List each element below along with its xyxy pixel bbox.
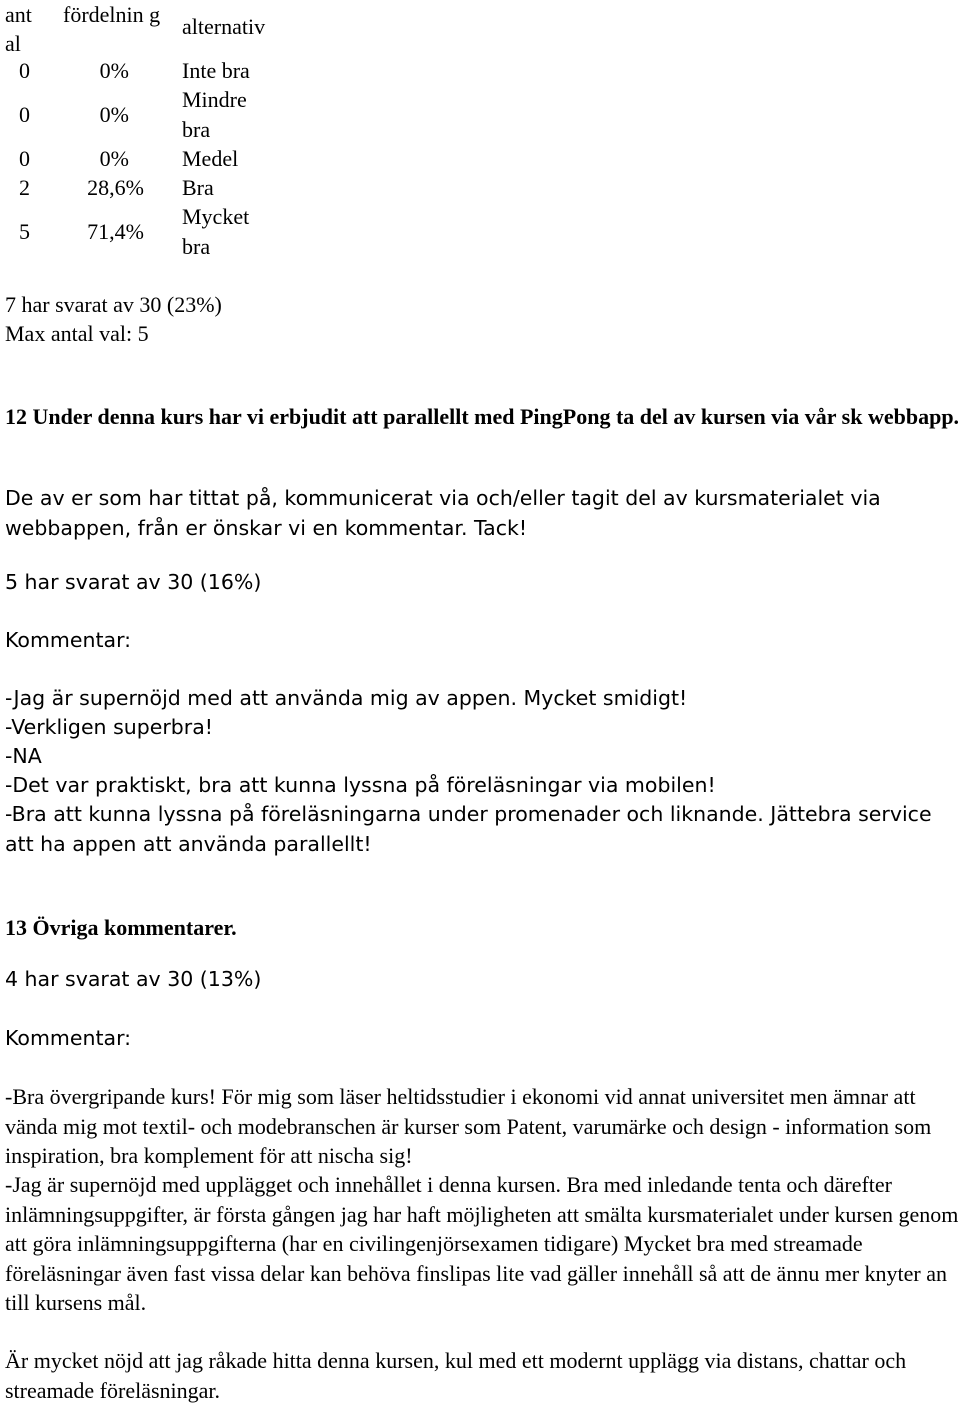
row-distribution: 0%: [99, 102, 129, 127]
comment-item: -Det var praktiskt, bra att kunna lyssna på föreläsningar via mobilen!: [5, 773, 716, 797]
row-count: 2: [19, 175, 30, 200]
question-13-comment-1: -Bra övergripande kurs! För mig som läser heltidsstudier i ekonomi vid annat universitet men ämnar att vända mig mot textil- och modebranschen är kurser som Patent, varumärke och design - information som inspiration, bra komplement för att nischa sig!: [5, 1084, 932, 1168]
question-13-comment-3: Är mycket nöjd att jag råkade hitta denna kursen, kul med ett modernt upplägg via distans, chattar och streamade föreläsningar.: [5, 1348, 907, 1403]
row-alternative: Medel: [182, 146, 239, 171]
question-13-comments-label: Kommentar:: [5, 1026, 132, 1050]
col-header-count: ant al: [5, 2, 32, 56]
row-count: 5: [19, 219, 30, 244]
question-13-answered: 4 har svarat av 30 (13%): [5, 967, 262, 991]
row-count: 0: [19, 146, 30, 171]
question-13-title: 13 Övriga kommentarer.: [5, 915, 237, 940]
comment-item: -Bra att kunna lyssna på föreläsningarna under promenader och liknande. Jättebra service att ha appen att använda parallellt!: [5, 802, 932, 856]
question-12-description: De av er som har tittat på, kommunicerat via och/eller tagit del av kursmaterialet via webbappen, från er önskar vi en kommentar. Tack!: [5, 486, 881, 540]
comment-item: -NA: [5, 744, 42, 768]
answered-count: 7 har svarat av 30 (23%): [5, 292, 222, 317]
question-12-comments-label: Kommentar:: [5, 628, 132, 652]
col-header-alternative: alternativ: [182, 14, 266, 39]
row-alternative: Mycket bra: [182, 204, 250, 259]
question-12-answered: 5 har svarat av 30 (16%): [5, 570, 262, 594]
row-alternative: Mindre bra: [182, 87, 247, 142]
question-13-comment-2: -Jag är supernöjd med upplägget och innehållet i denna kursen. Bra med inledande tenta och därefter inlämningsuppgifter, är första gången jag har haft möjligheten att smälta kursmaterialet under kursen genom att göra inlämningsuppgifterna (har en civilingenjörsexamen tidigare) Mycket bra med streamade föreläsningar även fast vissa delar kan behöva finslipas lite vad gäller innehåll så att de ännu mer knyter an till kursens mål.: [5, 1172, 959, 1315]
question-12-title: 12 Under denna kurs har vi erbjudit att parallellt med PingPong ta del av kursen via vår sk webbapp.: [5, 404, 960, 429]
comment-item: -Verkligen superbra!: [5, 715, 214, 739]
row-distribution: 0%: [99, 58, 129, 83]
row-count: 0: [19, 102, 30, 127]
row-alternative: Bra: [182, 175, 214, 200]
row-distribution: 0%: [99, 146, 129, 171]
max-choices: Max antal val: 5: [5, 321, 149, 346]
row-alternative: Inte bra: [182, 58, 250, 83]
row-count: 0: [19, 58, 30, 83]
row-distribution: 28,6%: [87, 175, 144, 200]
row-distribution: 71,4%: [87, 219, 144, 244]
col-header-distribution: fördelnin g: [63, 2, 161, 27]
comment-item: -Jag är supernöjd med att använda mig av appen. Mycket smidigt!: [5, 686, 688, 710]
